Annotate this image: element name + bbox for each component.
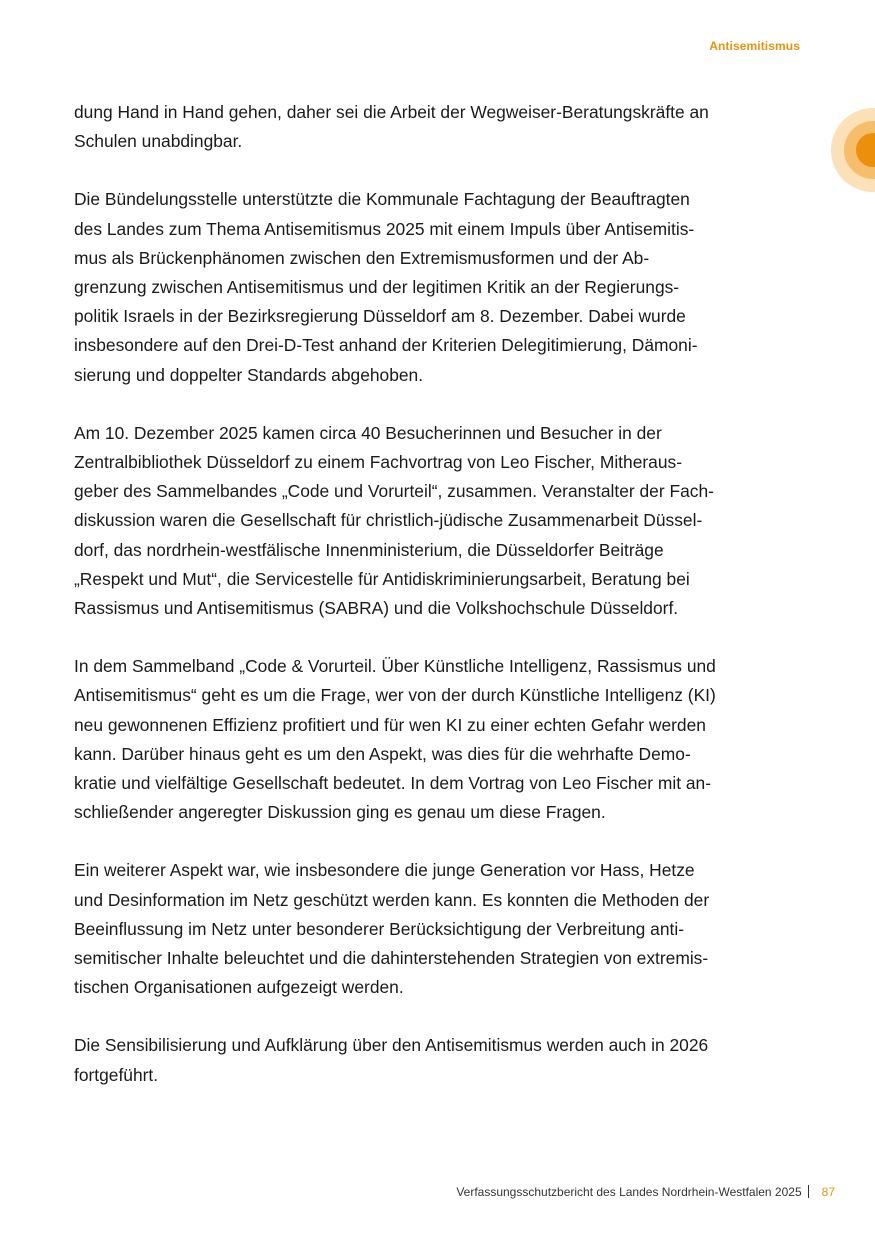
- paragraph: [74, 98, 804, 156]
- page-number: 87: [821, 1185, 835, 1199]
- text-line: In dem Sammelband „Code & Vorurteil. Über Künstliche Intelligenz, Rassismus und: [74, 656, 716, 677]
- text-line: Beeinflussung im Netz unter besonderer Berücksichtigung der Verbreitung anti-: [74, 918, 684, 939]
- text-line: insbesondere auf den Drei-D-Test anhand der Kriterien Delegitimierung, Dämoni-: [74, 335, 698, 356]
- text-line: Die Sensibilisierung und Aufklärung über den Antisemitismus werden auch in 2026: [74, 1035, 709, 1056]
- body-text: [74, 98, 804, 1119]
- text-line: und Desinformation im Netz geschützt werden kann. Es konnten die Methoden der: [74, 889, 710, 910]
- paragraph: [74, 856, 804, 1002]
- text-line: grenzung zwischen Antisemitismus und der legitimen Kritik an der Regierungs-: [74, 277, 680, 298]
- text-line: Schulen unabdingbar.: [74, 131, 243, 152]
- text-line: politik Israels in der Bezirksregierung Düsseldorf am 8. Dezember. Dabei wurde: [74, 306, 686, 327]
- text-line: Zentralbibliothek Düsseldorf zu einem Fachvortrag von Leo Fischer, Mitheraus-: [74, 452, 682, 473]
- text-line: diskussion waren die Gesellschaft für christlich-jüdische Zusammenarbeit Düssel-: [74, 510, 703, 531]
- publication-title: Verfassungsschutzbericht des Landes Nordrhein-Westfalen 2025: [456, 1185, 802, 1199]
- decorative-circle-icon: [831, 108, 875, 192]
- text-line: Ein weiterer Aspekt war, wie insbesondere die junge Generation vor Hass, Hetze: [74, 860, 695, 881]
- footer-divider: [808, 1185, 809, 1198]
- paragraph: [74, 652, 804, 827]
- text-line: schließender angeregter Diskussion ging es genau um diese Fragen.: [74, 802, 606, 823]
- text-line: des Landes zum Thema Antisemitismus 2025 mit einem Impuls über Antisemitis-: [74, 218, 695, 239]
- text-line: kratie und vielfältige Gesellschaft bedeutet. In dem Vortrag von Leo Fischer mit an-: [74, 773, 712, 794]
- text-line: dorf, das nordrhein-westfälische Innenministerium, die Düsseldorfer Beiträge: [74, 539, 664, 560]
- section-title: Antisemitismus: [709, 39, 800, 53]
- text-line: Am 10. Dezember 2025 kamen circa 40 Besucherinnen und Besucher in der: [74, 422, 662, 443]
- text-line: semitischer Inhalte beleuchtet und die dahinterstehenden Strategien von extremis-: [74, 948, 709, 969]
- paragraph: [74, 419, 804, 623]
- text-line: dung Hand in Hand gehen, daher sei die Arbeit der Wegweiser-Beratungskräfte an: [74, 102, 709, 122]
- text-line: neu gewonnenen Effizienz profitiert und für wen KI zu einer echten Gefahr werden: [74, 714, 706, 735]
- text-line: sierung und doppelter Standards abgehoben.: [74, 364, 424, 385]
- text-line: „Respekt und Mut“, die Servicestelle für Antidiskriminierungsarbeit, Beratung bei: [74, 568, 690, 589]
- paragraph: [74, 1031, 804, 1089]
- text-line: geber des Sammelbandes „Code und Vorurteil“, zusammen. Veranstalter der Fach-: [74, 481, 714, 502]
- text-line: mus als Brückenphänomen zwischen den Extremismusformen und der Ab-: [74, 247, 650, 268]
- paragraph: [74, 185, 804, 389]
- text-line: Die Bündelungsstelle unterstützte die Kommunale Fachtagung der Beauftragten: [74, 189, 690, 210]
- page-footer: [456, 1185, 835, 1199]
- text-line: Antisemitismus“ geht es um die Frage, wer von der durch Künstliche Intelligenz (KI): [74, 685, 716, 706]
- text-line: tischen Organisationen aufgezeigt werden.: [74, 977, 404, 998]
- text-line: Rassismus und Antisemitismus (SABRA) und die Volkshochschule Düsseldorf.: [74, 598, 679, 619]
- text-line: kann. Darüber hinaus geht es um den Aspekt, was dies für die wehrhafte Demo-: [74, 743, 691, 764]
- text-line: fortgeführt.: [74, 1064, 159, 1085]
